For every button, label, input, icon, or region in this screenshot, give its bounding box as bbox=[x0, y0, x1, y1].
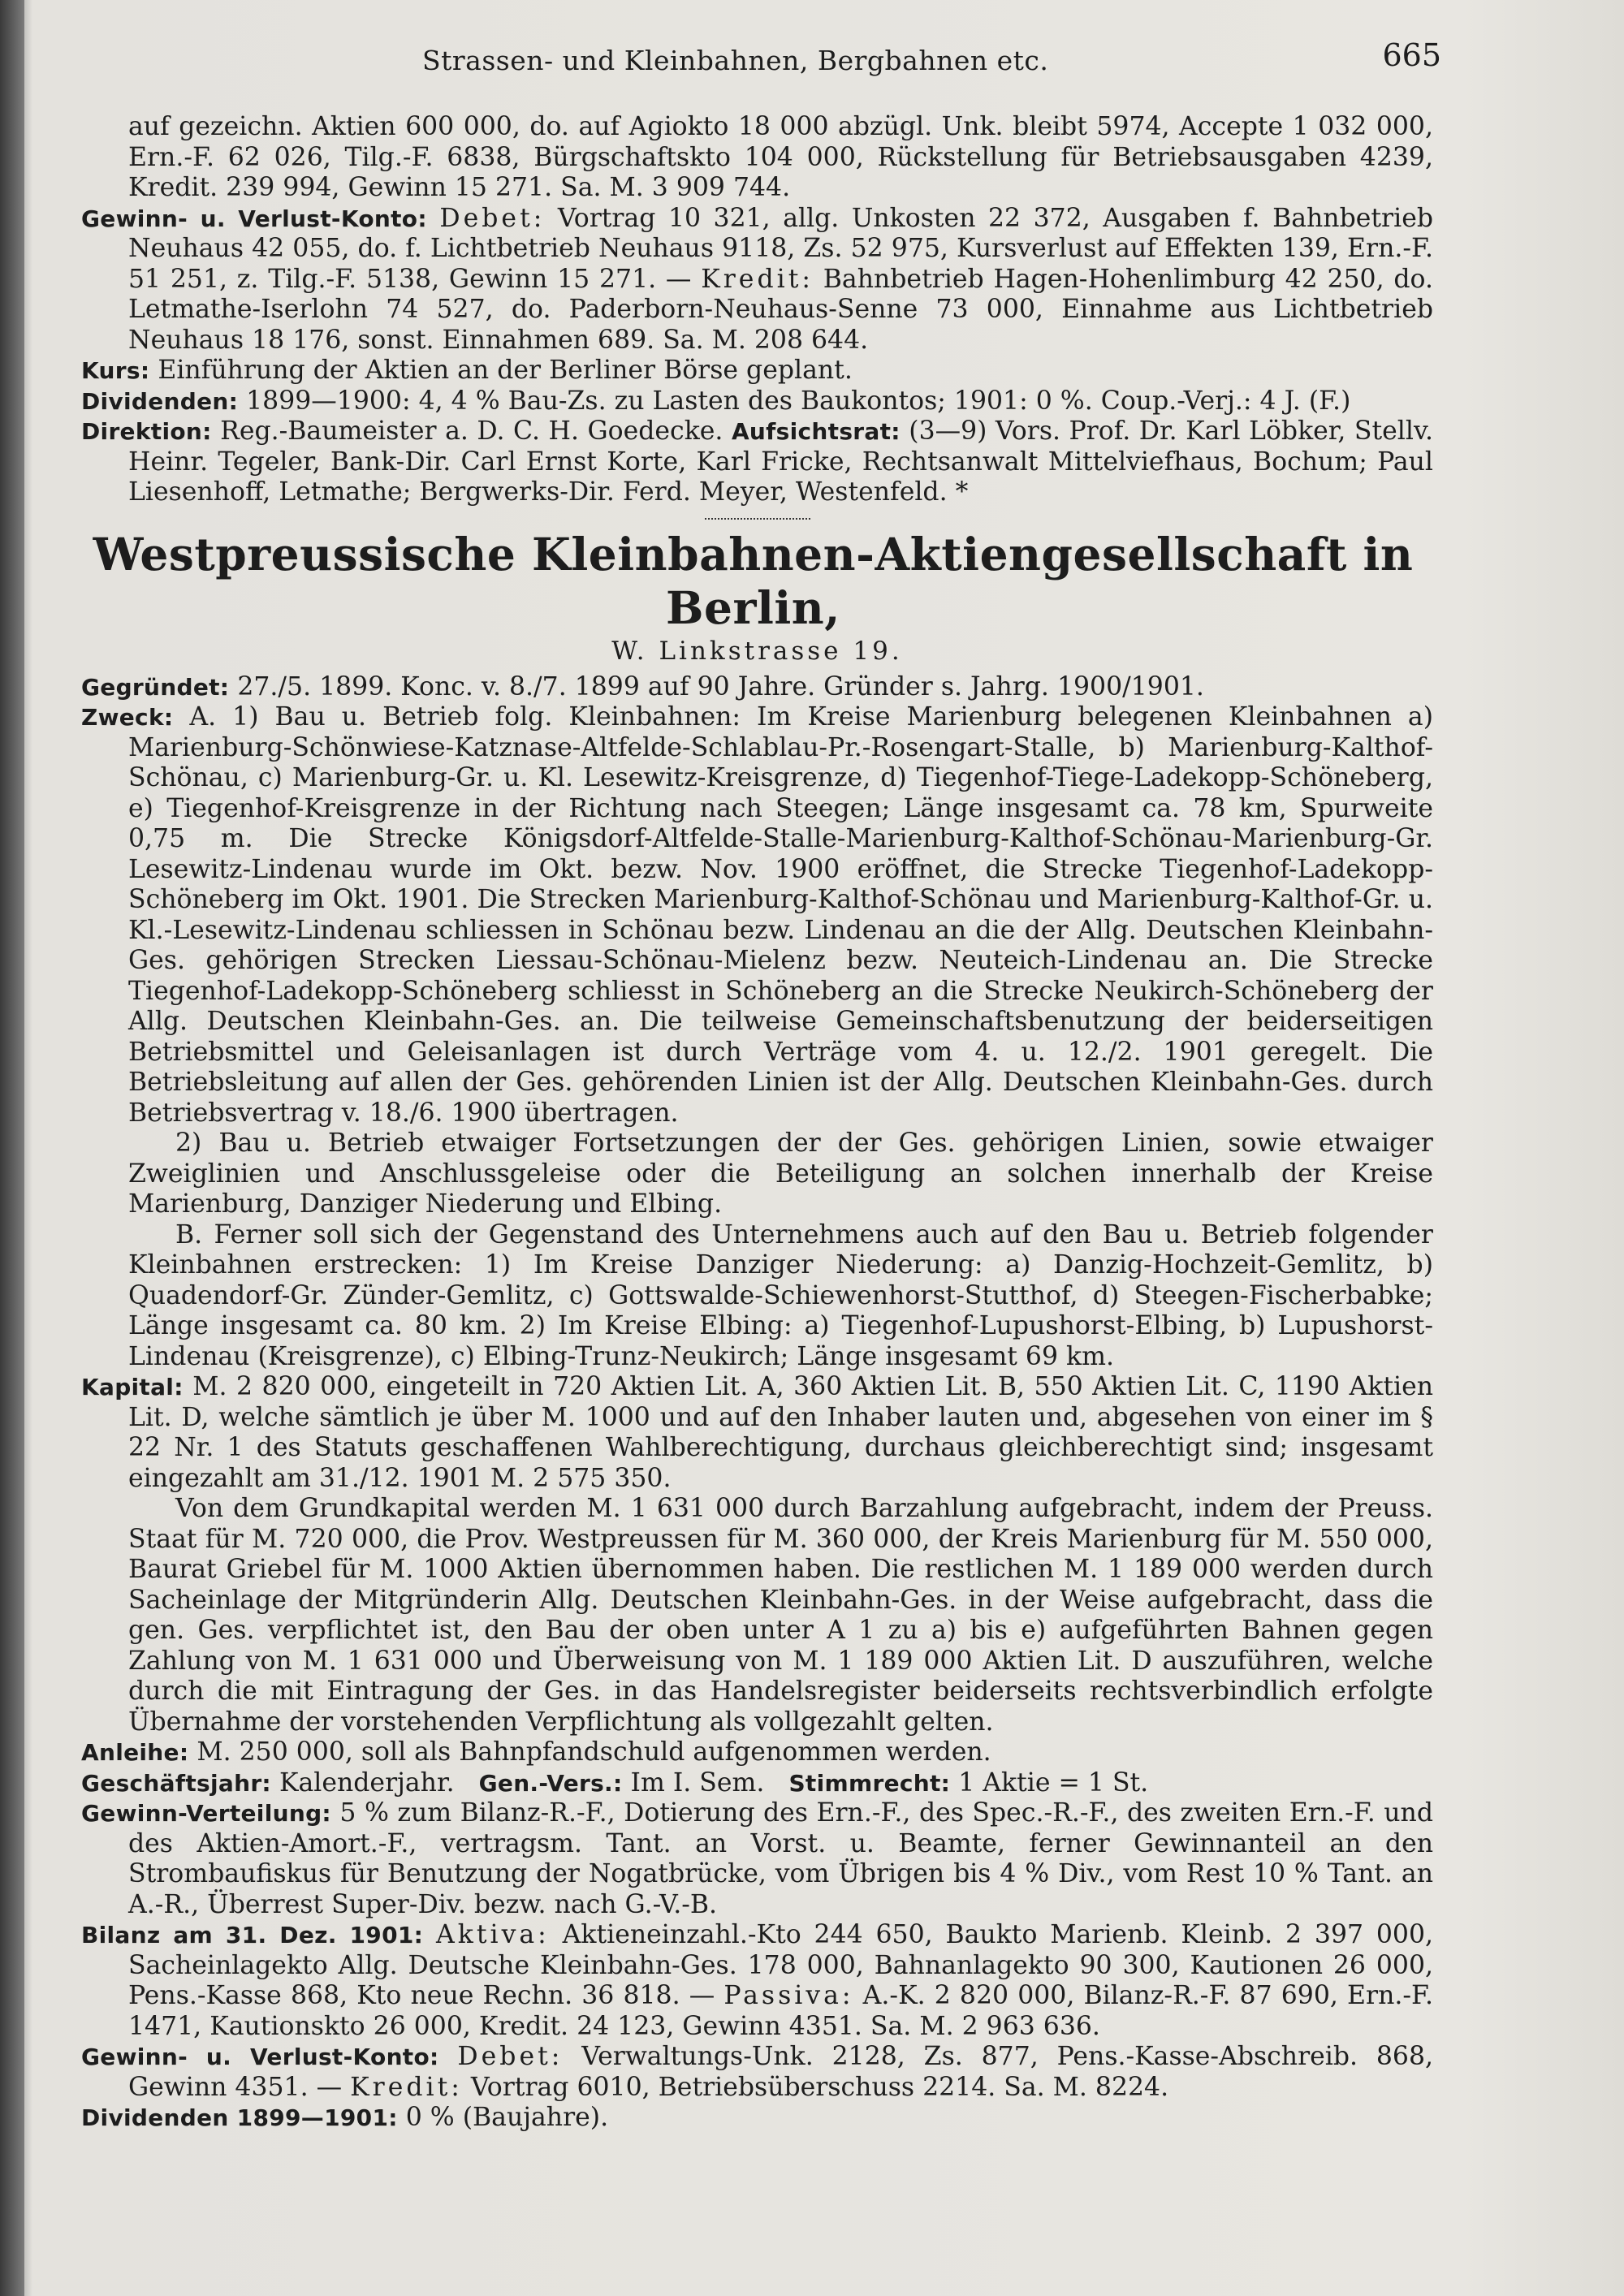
purpose-a-text: A. 1) Bau u. Betrieb folg. Kleinbahnen: Im Kreise Marienburg belegenen Kleinbahnen a) Marienburg-Schönwiese-Katznase-Altfelde-Schlablau-Pr.-Rosengart-Stalle, b) Marienburg-Kalthof-Schönau, c) Marienburg-Gr. u. Kl. Lesewitz-Kreisgrenze, d) Tiegenhof-Tiege-Ladekopp-Schöneberg, e) Tiegenhof-Kreisgrenze in der Richtung nach Steegen; Länge insgesamt ca. 78 km, Spurweite 0,75 m. Die Strecke Königsdorf-Altfelde-Stalle-Marienburg-Kalthof-Schönau-Marienburg-Gr. Lesewitz-Lindenau wurde im Okt. bezw. Nov. 1900 eröffnet, die Strecke Tiegenhof-Ladekopp-Schöneberg im Okt. 1901. Die Strecken Marienburg-Kalthof-Schönau und Marienburg-Kalthof-Gr. u. Kl.-Lesewitz-Lindenau schliessen in Schönau bezw. Lindenau an die der Allg. Deutschen Kleinbahn-Ges. gehörigen Strecken Liessau-Schönau-Mielenz bezw. Neuteich-Lindenau an. Die Strecke Tiegenhof-Ladekopp-Schöneberg schliesst in Schöneberg an die Strecke Neukirch-Schöneberg der Allg. Deutschen Kleinbahn-Ges. an. Die teilweise Gemeinschaftsbenutzung der beiderseitigen Betriebsmittel und Geleisanlagen ist durch Verträge vom 4. u. 12./2. 1901 geregelt. Die Betriebsleitung auf allen der Ges. gehörenden Linien ist der Allg. Deutschen Kleinbahn-Ges. durch Betriebsvertrag v. 18./6. 1900 übertragen. bbox=[128, 702, 1433, 1128]
loan bbox=[81, 1737, 1433, 1768]
binding-gutter bbox=[0, 0, 24, 2296]
general-meeting-label: Gen.-Vers.: bbox=[478, 1769, 623, 1797]
prev-kredit-text: Bahnbetrieb Hagen-Hohenlimburg 42 250, do. Letmathe-Iserlohn 74 527, do. Paderborn-Neuhaus-Senne 73 000, Einnahme aus Lichtbetrieb Neuhaus 18 176, sonst. Einnahmen 689. Sa. M. 208 644. bbox=[128, 264, 1433, 355]
capital-2: Von dem Grundkapital werden M. 1 631 000 durch Barzahlung aufgebracht, indem der Preuss. Staat für M. 720 000, die Prov. Westpreussen für M. 360 000, der Kreis Marienburg für M. 550 000, Baurat Griebel für M. 1000 Aktien übernommen haben. Die restlichen M. 1 189 000 werden durch Sacheinlage der Mitgründerin Allg. Deutschen Kleinbahn-Ges. in der Weise aufgebracht, dass die gen. Ges. verpflichtet ist, den Bau der oben unter A 1 zu a) bis e) aufgeführten Bahnen gegen Zahlung von M. 1 631 000 und Überweisung von M. 1 189 000 Aktien Lit. D auszuführen, welche durch die mit Eintragung der Ges. in das Handelsregister beiderseits rechtsverbindlich erfolgte Übernahme der vorstehenden Verpflichtung als vollgezahlt gelten. bbox=[128, 1494, 1433, 1737]
purpose bbox=[81, 702, 1433, 1129]
prev-kurs bbox=[81, 356, 1433, 386]
dividends-label: Dividenden 1899—1901: bbox=[81, 2104, 398, 2131]
prev-kurs-label: Kurs: bbox=[81, 357, 150, 384]
dividends-text: 0 % (Baujahre). bbox=[405, 2103, 609, 2132]
business-year-label: Geschäftsjahr: bbox=[81, 1769, 271, 1797]
prev-profit-loss-label: Gewinn- u. Verlust-Konto: bbox=[81, 205, 427, 232]
running-title: Strassen- und Kleinbahnen, Bergbahnen etc. bbox=[422, 45, 1049, 76]
profit-distribution-text: 5 % zum Bilanz-R.-F., Dotierung des Ern.-F., des Spec.-R.-F., des zweiten Ern.-F. und des Aktien-Amort.-F., vertragsm. Tant. an Vorst. u. Beamte, ferner Gewinnanteil an den Strombaufiskus für Benutzung der Nogatbrücke, vom Übrigen bis 4 % Div., vom Rest 10 % Tant. an A.-R., Überrest Super-Div. bezw. nach G.-V.-B. bbox=[128, 1798, 1433, 1919]
voting-right-label: Stimmrecht: bbox=[788, 1769, 951, 1797]
balance-continuation: auf gezeichn. Aktien 600 000, do. auf Agiokto 18 000 abzügl. Unk. bleibt 5974, Accepte 1 032 000, Ern.-F. 62 026, Tilg.-F. 6838, Bürgschaftskto 104 000, Rückstellung für Betriebsausgaben 4239, Kredit. 239 994, Gewinn 15 271. Sa. M. 3 909 744. bbox=[128, 112, 1433, 202]
prev-kurs-text: Einführung der Aktien an der Berliner Börse geplant. bbox=[158, 356, 853, 385]
aktiva-word: Aktiva: bbox=[436, 1920, 550, 1949]
debet-text: Verwaltungs-Unk. 2128, Zs. 877, Pens.-Kasse-Abschreib. 868, Gewinn 4351. — bbox=[128, 2042, 1434, 2102]
business-year-text: Kalenderjahr. bbox=[279, 1767, 455, 1798]
company-address: W. Linkstrasse 19. bbox=[611, 636, 903, 666]
prev-dividends-label: Dividenden: bbox=[81, 387, 239, 415]
prev-supervisory-label: Aufsichtsrat: bbox=[731, 418, 901, 445]
prev-direction-text: Reg.-Baumeister a. D. C. H. Goedecke. bbox=[220, 416, 723, 446]
founded-label: Gegründet: bbox=[81, 673, 230, 701]
passiva-text: A.-K. 2 820 000, Bilanz-R.-F. 87 690, Ern.-F. 1471, Kautionskto 26 000, Kredit. 24 123, Gewinn 4351. Sa. M. 2 963 636. bbox=[128, 1981, 1433, 2041]
page-number: 665 bbox=[1382, 37, 1441, 73]
voting-right-text: 1 Aktie = 1 St. bbox=[958, 1767, 1149, 1798]
loan-label: Anleihe: bbox=[81, 1739, 189, 1766]
kredit-text: Vortrag 6010, Betriebsüberschuss 2214. Sa. M. 8224. bbox=[470, 2072, 1169, 2102]
debet-word: Debet: bbox=[457, 2042, 564, 2071]
kredit-word: Kredit: bbox=[350, 2072, 463, 2102]
founded bbox=[81, 672, 1433, 703]
general-meeting-text: Im I. Sem. bbox=[630, 1767, 765, 1798]
profit-distribution-label: Gewinn-Verteilung: bbox=[81, 1800, 331, 1827]
passiva-word: Passiva: bbox=[723, 1981, 854, 2010]
prev-dividends-text: 1899—1900: 4, 4 % Bau-Zs. zu Lasten des Baukontos; 1901: 0 %. Coup.-Verj.: 4 J. (F.) bbox=[246, 386, 1351, 416]
company-title: Westpreussische Kleinbahnen-Aktiengesellschaft in Berlin, bbox=[93, 527, 1414, 634]
page-content bbox=[81, 37, 1441, 2134]
profit-loss bbox=[81, 2042, 1433, 2103]
dividends bbox=[81, 2103, 1433, 2134]
prev-kredit-word: Kredit: bbox=[701, 264, 814, 294]
section-divider bbox=[705, 518, 810, 520]
footnote-star: * bbox=[955, 477, 969, 507]
aktiva-text: Aktieneinzahl.-Kto 244 650, Baukto Marienb. Kleinb. 2 397 000, Sacheinlagekto Allg. Deutsche Kleinbahn-Ges. 178 000, Bahnanlagekto 90 300, Kautionen 26 000, Pens.-Kasse 868, Kto neue Rechn. 36 818. — bbox=[128, 1920, 1434, 2010]
capital bbox=[81, 1372, 1433, 1494]
prev-direction-label: Direktion: bbox=[81, 418, 212, 445]
prev-debet-text: Vortrag 10 321, allg. Unkosten 22 372, Ausgaben f. Bahnbetrieb Neuhaus 42 055, do. f. Lichtbetrieb Neuhaus 9118, Zs. 52 975, Kursverlust auf Effekten 139, Ern.-F. 51 251, z. Tilg.-F. 5138, Gewinn 15 271. — bbox=[128, 203, 1433, 294]
prev-supervisory-text: (3—9) Vors. Prof. Dr. Karl Löbker, Stellv. Heinr. Tegeler, Bank-Dir. Carl Ernst Korte, Karl Fricke, Rechtsanwalt Mittelviefhaus, Bochum; Paul Liesenhoff, Letmathe; Bergwerks-Dir. Ferd. Meyer, Westenfeld. bbox=[128, 416, 1434, 507]
purpose-2: 2) Bau u. Betrieb etwaiger Fortsetzungen der der Ges. gehörigen Linien, sowie etwaiger Zweiglinien und Anschlussgeleise oder die Beteiligung an solchen innerhalb der Kreise Marienburg, Danziger Niederung und Elbing. bbox=[128, 1129, 1433, 1219]
capital-label: Kapital: bbox=[81, 1374, 184, 1400]
business-year-line bbox=[81, 1768, 1433, 1799]
prev-dividends bbox=[81, 386, 1433, 417]
prev-debet-word: Debet: bbox=[439, 203, 546, 233]
page-header bbox=[81, 37, 1441, 89]
founded-text: 27./5. 1899. Konc. v. 8./7. 1899 auf 90 Jahre. Gründer s. Jahrg. 1900/1901. bbox=[237, 671, 1204, 701]
prev-direction bbox=[81, 416, 1433, 508]
balance-sheet-label: Bilanz am 31. Dez. 1901: bbox=[81, 1922, 424, 1949]
balance-sheet bbox=[81, 1920, 1433, 2042]
purpose-b: B. Ferner soll sich der Gegenstand des Unternehmens auch auf den Bau u. Betrieb folgender Kleinbahnen erstrecken: 1) Im Kreise Danziger Niederung: a) Danzig-Hochzeit-Gemlitz, b) Quadendorf-Gr. Zünder-Gemlitz, c) Gottswalde-Schiewenhorst-Stutthof, d) Steegen-Fischerbabke; Länge insgesamt ca. 80 km. 2) Im Kreise Elbing: a) Tiegenhof-Lupushorst-Elbing, b) Lupushorst-Lindenau (Kreisgrenze), c) Elbing-Trunz-Neukirch; Länge insgesamt 69 km. bbox=[128, 1219, 1433, 1371]
purpose-label: Zweck: bbox=[81, 704, 174, 731]
loan-text: M. 250 000, soll als Bahnpfandschuld aufgenommen werden. bbox=[197, 1737, 991, 1767]
capital-text: M. 2 820 000, eingeteilt in 720 Aktien Lit. A, 360 Aktien Lit. B, 550 Aktien Lit. C, 1190 Aktien Lit. D, welche sämtlich je über M. 1000 und auf den Inhaber lauten und, abgesehen von einer im § 22 Nr. 1 des Statuts geschaffenen Wahlberechtigung, durchaus gleichberechtigt sind; insgesamt eingezahlt am 31./12. 1901 M. 2 575 350. bbox=[128, 1372, 1433, 1493]
profit-loss-label: Gewinn- u. Verlust-Konto: bbox=[81, 2044, 439, 2070]
profit-distribution bbox=[81, 1798, 1433, 1920]
prev-profit-loss bbox=[81, 204, 1433, 356]
